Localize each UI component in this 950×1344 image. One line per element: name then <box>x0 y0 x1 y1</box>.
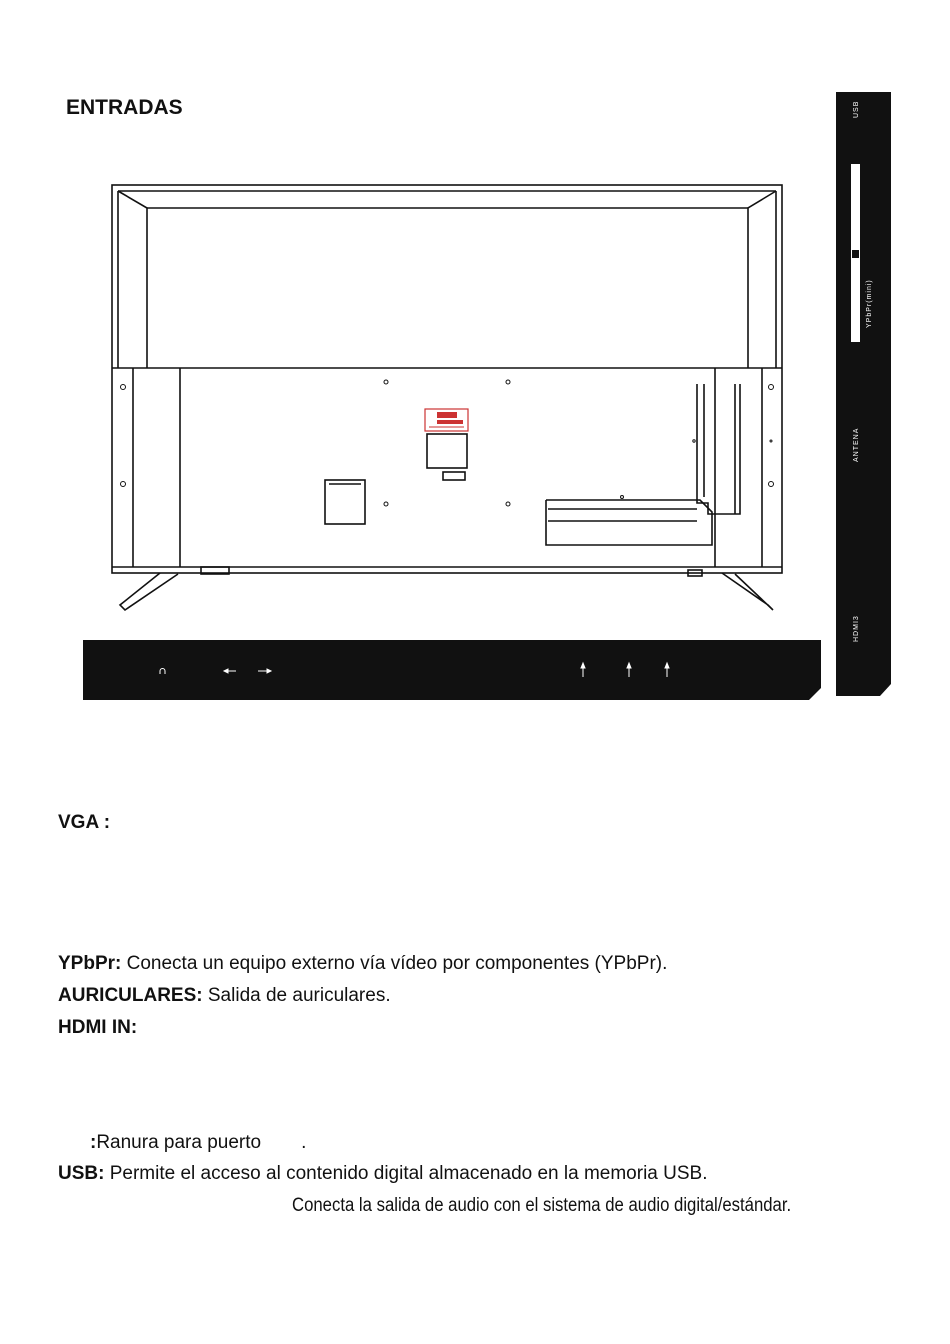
side-label-usb: USB <box>853 100 860 118</box>
page-title: ENTRADAS <box>66 96 183 119</box>
usb-label: USB: <box>58 1163 105 1184</box>
side-label-hdmi3: HDMI3 <box>853 615 860 642</box>
hdmi-description <box>58 1017 137 1039</box>
usb-description <box>58 1163 708 1185</box>
hdmi-label: HDMI IN: <box>58 1017 138 1038</box>
vga-description <box>58 812 110 834</box>
side-connector-panel <box>836 92 891 696</box>
auriculares-label: AURICULARES: <box>58 985 203 1006</box>
side-label-antena: ANTENA <box>853 427 860 462</box>
slot-description <box>90 1132 306 1154</box>
slot-suffix: . <box>301 1132 307 1153</box>
audio-output-description: Conecta la salida de audio con el sistema de audio digital/estándar. <box>292 1195 792 1216</box>
usb-text: Permite el acceso al contenido digital almacenado en la memoria USB. <box>104 1163 708 1184</box>
auriculares-text: Salida de auriculares. <box>202 985 391 1006</box>
slot-text: Ranura para puerto <box>96 1132 262 1153</box>
slot-label: : <box>90 1132 97 1153</box>
ypbpr-label: YPbPr: <box>58 953 122 974</box>
auriculares-description <box>58 985 391 1007</box>
bottom-connector-panel <box>83 640 821 700</box>
ypbpr-text: Conecta un equipo externo vía vídeo por componentes (YPbPr). <box>121 953 668 974</box>
side-label-ypbpr: YPbPr(mini) <box>866 279 873 328</box>
ypbpr-description <box>58 953 667 975</box>
vga-label: VGA : <box>58 812 111 833</box>
